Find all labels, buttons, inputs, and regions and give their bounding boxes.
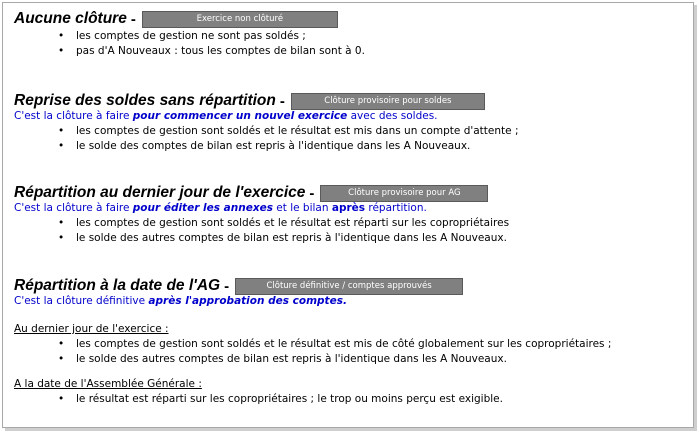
bullet-list bbox=[14, 216, 509, 246]
status-badge: Clôture provisoire pour soldes bbox=[291, 93, 485, 110]
subsection-label: A la date de l'Assemblée Générale : bbox=[14, 378, 202, 390]
list-item: • le solde des autres comptes de bilan est repris à l'identique dans les A Nouveaux. bbox=[14, 231, 509, 246]
subsection-label: Au dernier jour de l'exercice : bbox=[14, 323, 169, 335]
section-intro bbox=[14, 295, 611, 308]
list-item: • les comptes de gestion sont soldés et le résultat est réparti sur les copropriétaires bbox=[14, 216, 509, 231]
status-badge: Exercice non clôturé bbox=[142, 11, 338, 28]
title-dash: - bbox=[224, 277, 230, 295]
intro-emphasis: après l'approbation des comptes. bbox=[148, 295, 347, 307]
list-item: • le solde des comptes de bilan est repris à l'identique dans les A Nouveaux. bbox=[14, 139, 518, 154]
intro-text: avec des soldes. bbox=[347, 110, 438, 122]
list-item: • le solde des autres comptes de bilan est repris à l'identique dans les A Nouveaux. bbox=[14, 352, 611, 367]
section-title: Aucune clôture bbox=[14, 10, 127, 27]
intro-emphasis: après bbox=[331, 202, 366, 214]
intro-text: C'est la clôture à faire bbox=[14, 202, 133, 214]
section-aucune-cloture bbox=[14, 10, 365, 59]
title-dash: - bbox=[130, 10, 136, 28]
section-intro bbox=[14, 202, 509, 215]
list-item: • pas d'A Nouveaux : tous les comptes de bilan sont à 0. bbox=[14, 44, 365, 59]
section-title: Répartition au dernier jour de l'exercice bbox=[14, 184, 306, 201]
bullet-list bbox=[14, 337, 611, 367]
title-dash: - bbox=[279, 92, 285, 110]
intro-text: et le bilan bbox=[272, 202, 332, 214]
list-item: • le résultat est réparti sur les copropriétaires ; le trop ou moins perçu est exigible. bbox=[14, 392, 611, 407]
section-intro bbox=[14, 110, 518, 123]
section-repartition-date-ag bbox=[14, 277, 611, 407]
bullet-list bbox=[14, 29, 365, 59]
intro-emphasis: pour commencer un nouvel exercice bbox=[132, 110, 348, 122]
status-badge: Clôture définitive / comptes approuvés bbox=[235, 278, 463, 295]
intro-text: C'est la clôture définitive bbox=[14, 295, 149, 307]
section-title: Reprise des soldes sans répartition bbox=[14, 92, 276, 109]
intro-text: répartition. bbox=[365, 202, 427, 214]
bullet-list bbox=[14, 124, 518, 154]
list-item: • les comptes de gestion sont soldés et le résultat est mis de côté globalement sur les copropriétaires ; bbox=[14, 337, 611, 352]
intro-emphasis: pour éditer les annexes bbox=[132, 202, 273, 214]
bullet-list bbox=[14, 392, 611, 407]
list-item: • les comptes de gestion ne sont pas soldés ; bbox=[14, 29, 365, 44]
title-dash: - bbox=[309, 184, 315, 202]
status-badge: Clôture provisoire pour AG bbox=[320, 185, 488, 202]
section-title: Répartition à la date de l'AG bbox=[14, 277, 221, 294]
list-item: • les comptes de gestion sont soldés et le résultat est mis dans un compte d'attente ; bbox=[14, 124, 518, 139]
section-reprise-soldes bbox=[14, 92, 518, 154]
section-repartition-dernier-jour bbox=[14, 184, 509, 246]
intro-text: C'est la clôture à faire bbox=[14, 110, 133, 122]
